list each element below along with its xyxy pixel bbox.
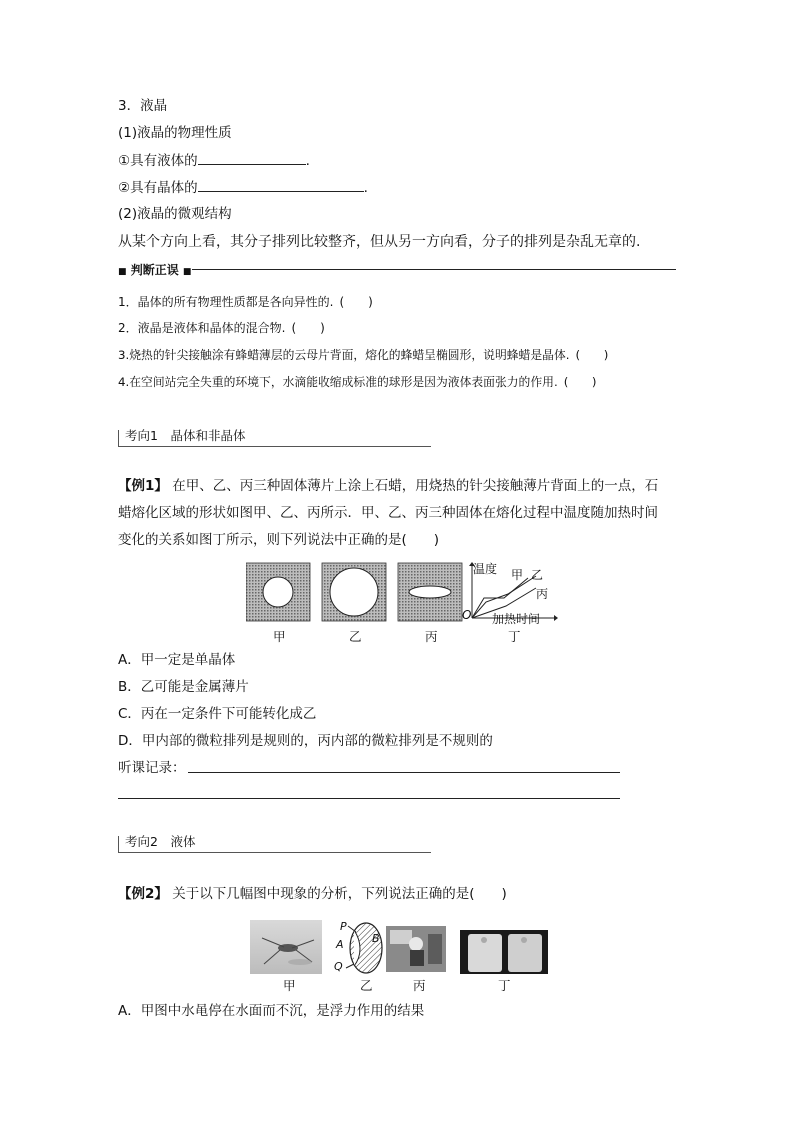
- option-a: A．甲一定是单晶体: [118, 652, 236, 668]
- graph-ylabel: 温度: [473, 562, 498, 576]
- option-b: B．乙可能是金属薄片: [118, 679, 249, 695]
- graph-origin: O: [462, 608, 472, 622]
- figure-caption: 丁: [508, 629, 521, 644]
- figure-caption: 乙: [349, 629, 362, 644]
- notes-line[interactable]: [118, 798, 620, 799]
- judge-item-text: 2．液晶是液体和晶体的混合物.: [118, 321, 286, 335]
- judge-label: [118, 261, 191, 278]
- figure-caption: 丙: [425, 629, 438, 644]
- judge-item: [118, 346, 608, 364]
- cheese-blocks-photo: [460, 930, 548, 974]
- judge-item: [118, 293, 373, 311]
- section-title: 考向1 晶体和非晶体: [125, 428, 246, 443]
- notes-label: 听课记录：: [118, 760, 186, 776]
- period: .: [305, 153, 310, 169]
- judge-item: [118, 319, 325, 337]
- subheading-micro-structure: (2)液晶的微观结构: [118, 206, 232, 222]
- item-liquid-prefix: ①具有液体的: [118, 153, 198, 169]
- diagram-label-b: B: [372, 932, 380, 945]
- water-strider-photo: [250, 920, 322, 974]
- example-tag: 【例1】: [118, 478, 168, 494]
- figure-caption: 丙: [413, 978, 426, 993]
- judge-item-text: 4.在空间站完全失重的环境下，水滴能收缩成标准的球形是因为液体表面张力的作用.: [118, 375, 558, 389]
- example2-question: [118, 885, 507, 903]
- answer-paren[interactable]: ( ): [291, 321, 325, 335]
- square-bullet-icon: ■: [182, 267, 192, 277]
- soap-film-ring-diagram: [346, 923, 382, 973]
- graph-curve-jia: 甲: [511, 568, 524, 582]
- figure-caption: 乙: [360, 978, 373, 993]
- judge-item-text: 1．晶体的所有物理性质都是各向异性的.: [118, 295, 334, 309]
- square-bullet-icon: ■: [118, 267, 127, 277]
- diagram-label-q: Q: [334, 960, 343, 973]
- item-liquid-property: [118, 151, 310, 170]
- notes-line[interactable]: [188, 772, 620, 773]
- example2-text: 关于以下几幅图中现象的分析，下列说法正确的是( ): [172, 886, 507, 902]
- fill-blank[interactable]: [198, 178, 364, 192]
- option-d: D．甲内部的微粒排列是规则的，丙内部的微粒排列是不规则的: [118, 733, 493, 749]
- section-header-1: [118, 430, 431, 447]
- graph-xlabel: 加热时间: [492, 612, 541, 626]
- figure-caption: 甲: [283, 978, 296, 993]
- example2-option-a: A．甲图中水黾停在水面而不沉，是浮力作用的结果: [118, 1003, 425, 1019]
- graph-curve-yi: 乙: [531, 568, 544, 582]
- subheading-physical-properties: (1)液晶的物理性质: [118, 125, 232, 141]
- period: .: [363, 180, 368, 196]
- judge-label-text: 判断正误: [130, 263, 179, 277]
- section-header-2: [118, 836, 431, 853]
- figure-yi-plate: [322, 563, 386, 621]
- answer-paren[interactable]: ( ): [563, 375, 597, 389]
- example1-line3: 变化的关系如图丁所示，则下列说法中正确的是( ): [118, 532, 440, 548]
- section-title: 考向2 液体: [125, 834, 196, 849]
- figure-caption: 甲: [273, 629, 286, 644]
- divider: [192, 269, 676, 270]
- example2-figures: [250, 920, 550, 976]
- diagram-label-p: P: [340, 920, 347, 933]
- judge-item: [118, 373, 597, 391]
- example1-line1: [118, 477, 658, 495]
- item-crystal-property: [118, 178, 368, 197]
- fill-blank[interactable]: [198, 151, 306, 165]
- judge-item-text: 3.烧热的针尖接触涂有蜂蜡薄层的云母片背面，熔化的蜂蜡呈椭圆形，说明蜂蜡是晶体.: [118, 348, 570, 362]
- micro-structure-text: 从某个方向上看，其分子排列比较整齐，但从另一方向看，分子的排列是杂乱无章的.: [118, 234, 641, 250]
- answer-paren[interactable]: ( ): [575, 348, 609, 362]
- graph-curve-bing: 丙: [536, 587, 549, 601]
- figure-bing-plate: [398, 563, 462, 621]
- answer-paren[interactable]: ( ): [339, 295, 373, 309]
- figure-caption: 丁: [498, 978, 511, 993]
- figure-jia-plate: [246, 563, 310, 621]
- space-station-photo: [386, 926, 446, 972]
- item-crystal-prefix: ②具有晶体的: [118, 180, 198, 196]
- example1-line2: 蜡熔化区域的形状如图甲、乙、丙所示．甲、乙、丙三种固体在熔化过程中温度随加热时间: [118, 505, 658, 521]
- section-heading-liquid-crystal: 3．液晶: [118, 98, 168, 114]
- example-tag: 【例2】: [118, 886, 168, 902]
- diagram-label-a: A: [336, 938, 344, 951]
- option-c: C．丙在一定条件下可能转化成乙: [118, 706, 317, 722]
- example1-text: 在甲、乙、丙三种固体薄片上涂上石蜡，用烧热的针尖接触薄片背面上的一点，石: [172, 478, 659, 494]
